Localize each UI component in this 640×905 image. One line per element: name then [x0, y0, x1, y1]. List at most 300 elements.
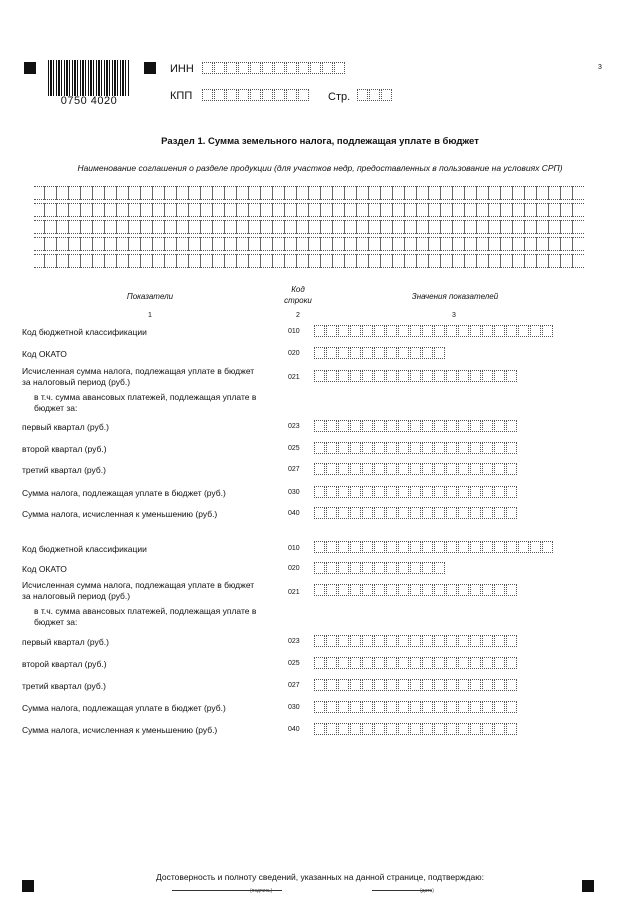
q1-field[interactable]	[314, 420, 518, 432]
entry-cell[interactable]	[506, 584, 517, 596]
entry-cell[interactable]	[338, 507, 349, 519]
entry-cell[interactable]	[362, 325, 373, 337]
entry-cell[interactable]	[350, 541, 361, 553]
entry-cell[interactable]	[494, 486, 505, 498]
entry-cell[interactable]	[506, 463, 517, 475]
entry-cell[interactable]	[374, 347, 385, 359]
entry-cell[interactable]	[250, 62, 261, 74]
q1-field[interactable]	[314, 635, 518, 647]
entry-cell[interactable]	[326, 463, 337, 475]
entry-cell[interactable]	[386, 657, 397, 669]
entry-cell[interactable]	[410, 679, 421, 691]
entry-cell[interactable]	[350, 657, 361, 669]
entry-cell[interactable]	[362, 679, 373, 691]
entry-cell[interactable]	[326, 635, 337, 647]
entry-cell[interactable]	[422, 507, 433, 519]
entry-cell[interactable]	[446, 657, 457, 669]
entry-cell[interactable]	[357, 89, 368, 101]
entry-cell[interactable]	[314, 657, 325, 669]
entry-cell[interactable]	[350, 507, 361, 519]
entry-cell[interactable]	[334, 62, 345, 74]
entry-cell[interactable]	[362, 507, 373, 519]
entry-cell[interactable]	[362, 657, 373, 669]
okato-field[interactable]	[314, 562, 446, 574]
entry-cell[interactable]	[314, 679, 325, 691]
entry-cell[interactable]	[446, 463, 457, 475]
entry-cell[interactable]	[530, 325, 541, 337]
entry-cell[interactable]	[262, 62, 273, 74]
entry-cell[interactable]	[314, 701, 325, 713]
entry-cell[interactable]	[374, 325, 385, 337]
entry-cell[interactable]	[398, 635, 409, 647]
entry-cell[interactable]	[410, 486, 421, 498]
entry-cell[interactable]	[446, 701, 457, 713]
entry-cell[interactable]	[422, 584, 433, 596]
entry-cell[interactable]	[422, 723, 433, 735]
entry-cell[interactable]	[494, 723, 505, 735]
entry-cell[interactable]	[369, 89, 380, 101]
entry-cell[interactable]	[482, 486, 493, 498]
entry-cell[interactable]	[386, 679, 397, 691]
entry-cell[interactable]	[274, 62, 285, 74]
entry-cell[interactable]	[410, 507, 421, 519]
agreement-name-row-3[interactable]	[34, 220, 584, 234]
entry-cell[interactable]	[338, 635, 349, 647]
entry-cell[interactable]	[350, 370, 361, 382]
entry-cell[interactable]	[338, 370, 349, 382]
entry-cell[interactable]	[506, 442, 517, 454]
entry-cell[interactable]	[470, 370, 481, 382]
entry-cell[interactable]	[326, 507, 337, 519]
entry-cell[interactable]	[446, 442, 457, 454]
okato-field[interactable]	[314, 347, 446, 359]
entry-cell[interactable]	[386, 486, 397, 498]
pay-field[interactable]	[314, 701, 518, 713]
entry-cell[interactable]	[362, 370, 373, 382]
entry-cell[interactable]	[422, 701, 433, 713]
entry-cell[interactable]	[482, 657, 493, 669]
entry-cell[interactable]	[434, 486, 445, 498]
entry-cell[interactable]	[326, 325, 337, 337]
entry-cell[interactable]	[386, 420, 397, 432]
entry-cell[interactable]	[470, 541, 481, 553]
entry-cell[interactable]	[310, 62, 321, 74]
entry-cell[interactable]	[470, 723, 481, 735]
entry-cell[interactable]	[362, 584, 373, 596]
entry-cell[interactable]	[314, 463, 325, 475]
entry-cell[interactable]	[422, 679, 433, 691]
entry-cell[interactable]	[262, 89, 273, 101]
entry-cell[interactable]	[506, 723, 517, 735]
entry-cell[interactable]	[314, 507, 325, 519]
entry-cell[interactable]	[458, 507, 469, 519]
entry-cell[interactable]	[482, 420, 493, 432]
entry-cell[interactable]	[238, 62, 249, 74]
entry-cell[interactable]	[506, 679, 517, 691]
entry-cell[interactable]	[374, 562, 385, 574]
entry-cell[interactable]	[338, 541, 349, 553]
entry-cell[interactable]	[470, 584, 481, 596]
entry-cell[interactable]	[482, 701, 493, 713]
entry-cell[interactable]	[362, 562, 373, 574]
entry-cell[interactable]	[398, 486, 409, 498]
entry-cell[interactable]	[326, 486, 337, 498]
entry-cell[interactable]	[410, 562, 421, 574]
entry-cell[interactable]	[386, 347, 397, 359]
entry-cell[interactable]	[386, 635, 397, 647]
reduce-field[interactable]	[314, 723, 518, 735]
entry-cell[interactable]	[374, 486, 385, 498]
entry-cell[interactable]	[298, 62, 309, 74]
entry-cell[interactable]	[338, 679, 349, 691]
entry-cell[interactable]	[482, 541, 493, 553]
entry-cell[interactable]	[202, 62, 213, 74]
entry-cell[interactable]	[458, 463, 469, 475]
entry-cell[interactable]	[286, 89, 297, 101]
entry-cell[interactable]	[314, 635, 325, 647]
entry-cell[interactable]	[350, 635, 361, 647]
entry-cell[interactable]	[422, 442, 433, 454]
entry-cell[interactable]	[214, 89, 225, 101]
entry-cell[interactable]	[398, 584, 409, 596]
entry-cell[interactable]	[274, 89, 285, 101]
entry-cell[interactable]	[434, 541, 445, 553]
entry-cell[interactable]	[226, 89, 237, 101]
entry-cell[interactable]	[434, 562, 445, 574]
agreement-name-row-4[interactable]	[34, 237, 584, 251]
entry-cell[interactable]	[422, 562, 433, 574]
entry-cell[interactable]	[506, 507, 517, 519]
entry-cell[interactable]	[350, 584, 361, 596]
entry-cell[interactable]	[326, 541, 337, 553]
entry-cell[interactable]	[470, 325, 481, 337]
entry-cell[interactable]	[350, 420, 361, 432]
entry-cell[interactable]	[470, 657, 481, 669]
entry-cell[interactable]	[494, 325, 505, 337]
reduce-field[interactable]	[314, 507, 518, 519]
entry-cell[interactable]	[410, 635, 421, 647]
entry-cell[interactable]	[458, 486, 469, 498]
entry-cell[interactable]	[458, 442, 469, 454]
entry-cell[interactable]	[338, 657, 349, 669]
entry-cell[interactable]	[374, 635, 385, 647]
entry-cell[interactable]	[326, 370, 337, 382]
entry-cell[interactable]	[386, 562, 397, 574]
entry-cell[interactable]	[422, 420, 433, 432]
entry-cell[interactable]	[446, 507, 457, 519]
entry-cell[interactable]	[458, 370, 469, 382]
entry-cell[interactable]	[386, 463, 397, 475]
entry-cell[interactable]	[398, 463, 409, 475]
entry-cell[interactable]	[446, 420, 457, 432]
entry-cell[interactable]	[298, 89, 309, 101]
entry-cell[interactable]	[314, 562, 325, 574]
entry-cell[interactable]	[470, 463, 481, 475]
entry-cell[interactable]	[314, 541, 325, 553]
entry-cell[interactable]	[386, 701, 397, 713]
entry-cell[interactable]	[326, 420, 337, 432]
entry-cell[interactable]	[446, 679, 457, 691]
entry-cell[interactable]	[338, 325, 349, 337]
calc-tax-field[interactable]	[314, 584, 518, 596]
entry-cell[interactable]	[338, 486, 349, 498]
entry-cell[interactable]	[446, 541, 457, 553]
entry-cell[interactable]	[494, 463, 505, 475]
entry-cell[interactable]	[374, 420, 385, 432]
entry-cell[interactable]	[530, 541, 541, 553]
entry-cell[interactable]	[422, 541, 433, 553]
entry-cell[interactable]	[506, 701, 517, 713]
entry-cell[interactable]	[226, 62, 237, 74]
entry-cell[interactable]	[434, 723, 445, 735]
q2-field[interactable]	[314, 442, 518, 454]
entry-cell[interactable]	[446, 486, 457, 498]
entry-cell[interactable]	[434, 442, 445, 454]
entry-cell[interactable]	[398, 442, 409, 454]
entry-cell[interactable]	[338, 701, 349, 713]
entry-cell[interactable]	[410, 370, 421, 382]
entry-cell[interactable]	[350, 562, 361, 574]
entry-cell[interactable]	[422, 370, 433, 382]
entry-cell[interactable]	[542, 325, 553, 337]
page-field[interactable]	[357, 89, 393, 101]
entry-cell[interactable]	[434, 463, 445, 475]
agreement-name-row-1[interactable]	[34, 186, 584, 200]
entry-cell[interactable]	[422, 635, 433, 647]
inn-field[interactable]	[202, 62, 346, 74]
entry-cell[interactable]	[458, 657, 469, 669]
kbk-field[interactable]	[314, 325, 554, 337]
entry-cell[interactable]	[494, 657, 505, 669]
calc-tax-field[interactable]	[314, 370, 518, 382]
entry-cell[interactable]	[374, 370, 385, 382]
entry-cell[interactable]	[482, 507, 493, 519]
entry-cell[interactable]	[470, 635, 481, 647]
entry-cell[interactable]	[518, 541, 529, 553]
entry-cell[interactable]	[314, 723, 325, 735]
entry-cell[interactable]	[446, 723, 457, 735]
entry-cell[interactable]	[314, 486, 325, 498]
kbk-field[interactable]	[314, 541, 554, 553]
entry-cell[interactable]	[422, 325, 433, 337]
entry-cell[interactable]	[398, 723, 409, 735]
entry-cell[interactable]	[362, 701, 373, 713]
entry-cell[interactable]	[410, 584, 421, 596]
entry-cell[interactable]	[446, 370, 457, 382]
entry-cell[interactable]	[350, 679, 361, 691]
entry-cell[interactable]	[386, 584, 397, 596]
entry-cell[interactable]	[482, 370, 493, 382]
entry-cell[interactable]	[326, 347, 337, 359]
entry-cell[interactable]	[482, 723, 493, 735]
entry-cell[interactable]	[362, 347, 373, 359]
entry-cell[interactable]	[410, 541, 421, 553]
agreement-name-row-5[interactable]	[34, 254, 584, 268]
entry-cell[interactable]	[458, 541, 469, 553]
entry-cell[interactable]	[422, 486, 433, 498]
entry-cell[interactable]	[381, 89, 392, 101]
entry-cell[interactable]	[338, 723, 349, 735]
entry-cell[interactable]	[338, 420, 349, 432]
q3-field[interactable]	[314, 679, 518, 691]
entry-cell[interactable]	[386, 507, 397, 519]
entry-cell[interactable]	[338, 463, 349, 475]
entry-cell[interactable]	[374, 541, 385, 553]
entry-cell[interactable]	[446, 635, 457, 647]
entry-cell[interactable]	[398, 562, 409, 574]
entry-cell[interactable]	[482, 463, 493, 475]
entry-cell[interactable]	[446, 325, 457, 337]
entry-cell[interactable]	[458, 723, 469, 735]
entry-cell[interactable]	[410, 463, 421, 475]
entry-cell[interactable]	[350, 325, 361, 337]
entry-cell[interactable]	[434, 420, 445, 432]
entry-cell[interactable]	[410, 420, 421, 432]
entry-cell[interactable]	[410, 701, 421, 713]
entry-cell[interactable]	[350, 701, 361, 713]
entry-cell[interactable]	[362, 541, 373, 553]
entry-cell[interactable]	[470, 701, 481, 713]
entry-cell[interactable]	[374, 657, 385, 669]
entry-cell[interactable]	[326, 701, 337, 713]
entry-cell[interactable]	[458, 679, 469, 691]
entry-cell[interactable]	[362, 723, 373, 735]
entry-cell[interactable]	[542, 541, 553, 553]
entry-cell[interactable]	[434, 507, 445, 519]
entry-cell[interactable]	[470, 679, 481, 691]
entry-cell[interactable]	[374, 723, 385, 735]
entry-cell[interactable]	[386, 723, 397, 735]
entry-cell[interactable]	[494, 701, 505, 713]
entry-cell[interactable]	[214, 62, 225, 74]
entry-cell[interactable]	[374, 507, 385, 519]
entry-cell[interactable]	[314, 370, 325, 382]
entry-cell[interactable]	[422, 347, 433, 359]
entry-cell[interactable]	[506, 420, 517, 432]
entry-cell[interactable]	[506, 635, 517, 647]
entry-cell[interactable]	[434, 325, 445, 337]
entry-cell[interactable]	[506, 541, 517, 553]
entry-cell[interactable]	[470, 507, 481, 519]
entry-cell[interactable]	[434, 347, 445, 359]
entry-cell[interactable]	[338, 584, 349, 596]
entry-cell[interactable]	[422, 657, 433, 669]
entry-cell[interactable]	[494, 442, 505, 454]
entry-cell[interactable]	[494, 584, 505, 596]
entry-cell[interactable]	[398, 347, 409, 359]
entry-cell[interactable]	[350, 486, 361, 498]
entry-cell[interactable]	[398, 679, 409, 691]
entry-cell[interactable]	[338, 347, 349, 359]
entry-cell[interactable]	[446, 584, 457, 596]
entry-cell[interactable]	[326, 562, 337, 574]
q3-field[interactable]	[314, 463, 518, 475]
kpp-field[interactable]	[202, 89, 310, 101]
entry-cell[interactable]	[338, 562, 349, 574]
entry-cell[interactable]	[238, 89, 249, 101]
entry-cell[interactable]	[482, 679, 493, 691]
entry-cell[interactable]	[314, 442, 325, 454]
entry-cell[interactable]	[326, 584, 337, 596]
entry-cell[interactable]	[434, 635, 445, 647]
entry-cell[interactable]	[386, 442, 397, 454]
entry-cell[interactable]	[494, 420, 505, 432]
entry-cell[interactable]	[494, 679, 505, 691]
entry-cell[interactable]	[326, 723, 337, 735]
entry-cell[interactable]	[410, 325, 421, 337]
entry-cell[interactable]	[326, 679, 337, 691]
entry-cell[interactable]	[458, 635, 469, 647]
entry-cell[interactable]	[314, 420, 325, 432]
entry-cell[interactable]	[374, 679, 385, 691]
entry-cell[interactable]	[362, 635, 373, 647]
entry-cell[interactable]	[350, 347, 361, 359]
entry-cell[interactable]	[434, 701, 445, 713]
pay-field[interactable]	[314, 486, 518, 498]
entry-cell[interactable]	[326, 442, 337, 454]
entry-cell[interactable]	[470, 486, 481, 498]
entry-cell[interactable]	[386, 541, 397, 553]
entry-cell[interactable]	[374, 584, 385, 596]
entry-cell[interactable]	[374, 442, 385, 454]
q2-field[interactable]	[314, 657, 518, 669]
entry-cell[interactable]	[434, 657, 445, 669]
entry-cell[interactable]	[458, 584, 469, 596]
entry-cell[interactable]	[338, 442, 349, 454]
entry-cell[interactable]	[470, 420, 481, 432]
entry-cell[interactable]	[494, 635, 505, 647]
entry-cell[interactable]	[386, 370, 397, 382]
entry-cell[interactable]	[362, 486, 373, 498]
entry-cell[interactable]	[398, 420, 409, 432]
entry-cell[interactable]	[422, 463, 433, 475]
entry-cell[interactable]	[434, 584, 445, 596]
entry-cell[interactable]	[482, 325, 493, 337]
entry-cell[interactable]	[398, 701, 409, 713]
entry-cell[interactable]	[350, 723, 361, 735]
entry-cell[interactable]	[482, 584, 493, 596]
entry-cell[interactable]	[314, 584, 325, 596]
entry-cell[interactable]	[398, 657, 409, 669]
agreement-name-row-2[interactable]	[34, 203, 584, 217]
entry-cell[interactable]	[202, 89, 213, 101]
entry-cell[interactable]	[482, 635, 493, 647]
entry-cell[interactable]	[458, 420, 469, 432]
entry-cell[interactable]	[326, 657, 337, 669]
entry-cell[interactable]	[314, 347, 325, 359]
entry-cell[interactable]	[398, 325, 409, 337]
entry-cell[interactable]	[410, 723, 421, 735]
entry-cell[interactable]	[362, 463, 373, 475]
entry-cell[interactable]	[398, 370, 409, 382]
entry-cell[interactable]	[362, 442, 373, 454]
entry-cell[interactable]	[506, 657, 517, 669]
entry-cell[interactable]	[458, 701, 469, 713]
entry-cell[interactable]	[434, 370, 445, 382]
entry-cell[interactable]	[398, 541, 409, 553]
entry-cell[interactable]	[434, 679, 445, 691]
entry-cell[interactable]	[494, 370, 505, 382]
entry-cell[interactable]	[410, 657, 421, 669]
entry-cell[interactable]	[362, 420, 373, 432]
entry-cell[interactable]	[386, 325, 397, 337]
entry-cell[interactable]	[410, 347, 421, 359]
entry-cell[interactable]	[410, 442, 421, 454]
entry-cell[interactable]	[506, 325, 517, 337]
entry-cell[interactable]	[458, 325, 469, 337]
entry-cell[interactable]	[314, 325, 325, 337]
entry-cell[interactable]	[374, 701, 385, 713]
